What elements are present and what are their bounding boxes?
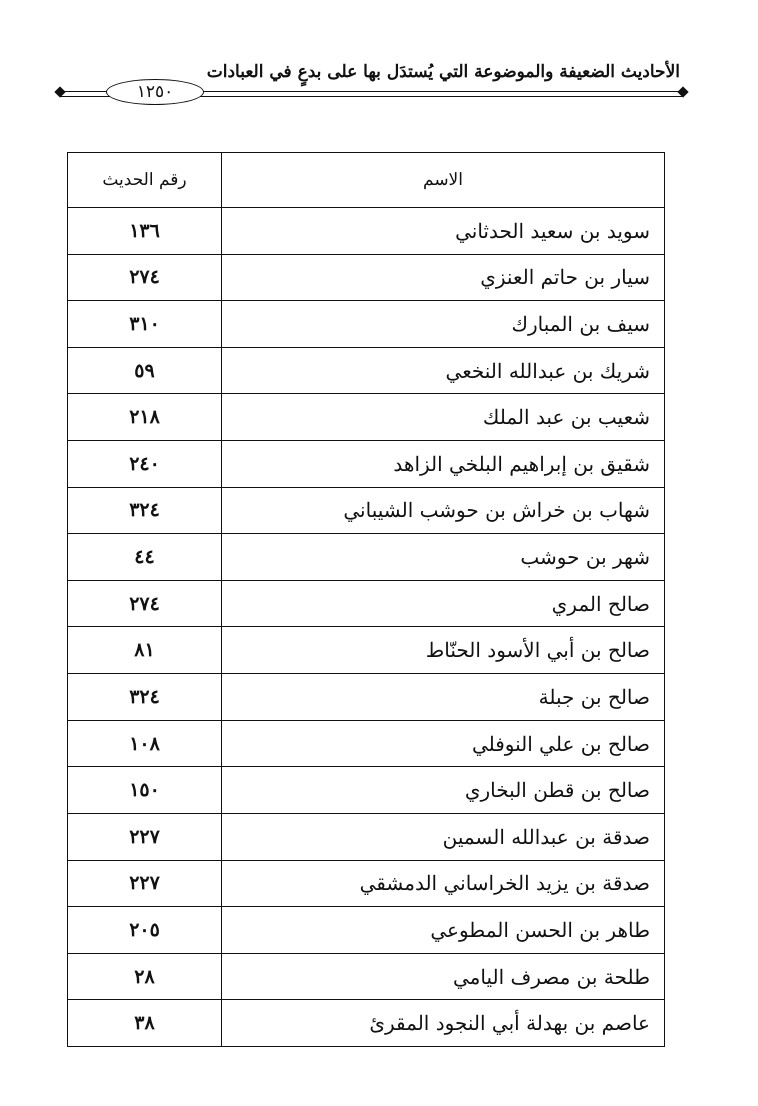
hadith-number: ٣٨ (68, 1000, 222, 1047)
narrator-name: صالح المري (222, 580, 665, 627)
narrator-name: صدقة بن عبدالله السمين (222, 813, 665, 860)
hadith-number: ١٠٨ (68, 720, 222, 767)
hadith-number: ١٣٦ (68, 208, 222, 255)
narrator-name: شهاب بن خراش بن حوشب الشيباني (222, 487, 665, 534)
hadith-number: ٢٧٤ (68, 580, 222, 627)
narrator-name: صالح بن أبي الأسود الحنّاط (222, 627, 665, 674)
hadith-number: ٤٤ (68, 534, 222, 581)
column-header-number: رقم الحديث (68, 153, 222, 208)
narrators-index-table (67, 152, 665, 1047)
table-row (68, 301, 665, 348)
narrator-name: شقيق بن إبراهيم البلخي الزاهد (222, 441, 665, 488)
narrator-name: طلحة بن مصرف اليامي (222, 953, 665, 1000)
table-row (68, 487, 665, 534)
table-row (68, 860, 665, 907)
narrator-name: سيف بن المبارك (222, 301, 665, 348)
hadith-number: ٢٢٧ (68, 860, 222, 907)
hadith-number: ٢٢٧ (68, 813, 222, 860)
hadith-number: ٢٨ (68, 953, 222, 1000)
table-row (68, 347, 665, 394)
hadith-number: ٣٢٤ (68, 487, 222, 534)
page-number: ١٢٥٠ (106, 79, 204, 105)
table-row (68, 720, 665, 767)
table-row (68, 254, 665, 301)
narrator-name: عاصم بن بهدلة أبي النجود المقرئ (222, 1000, 665, 1047)
running-title: الأحاديث الضعيفة والموضوعة التي يُستدَل بها على بدعٍ في العبادات (206, 62, 680, 82)
narrator-name: شعيب بن عبد الملك (222, 394, 665, 441)
table-row (68, 580, 665, 627)
table-row (68, 813, 665, 860)
table-header-row (68, 153, 665, 208)
table-row (68, 907, 665, 954)
narrator-name: صالح بن علي النوفلي (222, 720, 665, 767)
hadith-number: ٢٤٠ (68, 441, 222, 488)
narrator-name: صدقة بن يزيد الخراساني الدمشقي (222, 860, 665, 907)
hadith-number: ١٥٠ (68, 767, 222, 814)
table-row (68, 767, 665, 814)
table-row (68, 674, 665, 721)
table-row (68, 208, 665, 255)
table-row (68, 394, 665, 441)
narrator-name: طاهر بن الحسن المطوعي (222, 907, 665, 954)
narrator-name: صالح بن قطن البخاري (222, 767, 665, 814)
hadith-number: ٢٧٤ (68, 254, 222, 301)
narrator-name: شريك بن عبدالله النخعي (222, 347, 665, 394)
hadith-number: ٣٢٤ (68, 674, 222, 721)
table-row (68, 953, 665, 1000)
table-body (68, 208, 665, 1047)
hadith-number: ٥٩ (68, 347, 222, 394)
narrator-name: سيار بن حاتم العنزي (222, 254, 665, 301)
hadith-number: ٣١٠ (68, 301, 222, 348)
table-row (68, 534, 665, 581)
narrator-name: صالح بن جبلة (222, 674, 665, 721)
narrator-name: سويد بن سعيد الحدثاني (222, 208, 665, 255)
narrator-name: شهر بن حوشب (222, 534, 665, 581)
table-row (68, 441, 665, 488)
column-header-name: الاسم (222, 153, 665, 208)
hadith-number: ٢٠٥ (68, 907, 222, 954)
hadith-number: ٨١ (68, 627, 222, 674)
table-row (68, 1000, 665, 1047)
hadith-number: ٢١٨ (68, 394, 222, 441)
table-row (68, 627, 665, 674)
